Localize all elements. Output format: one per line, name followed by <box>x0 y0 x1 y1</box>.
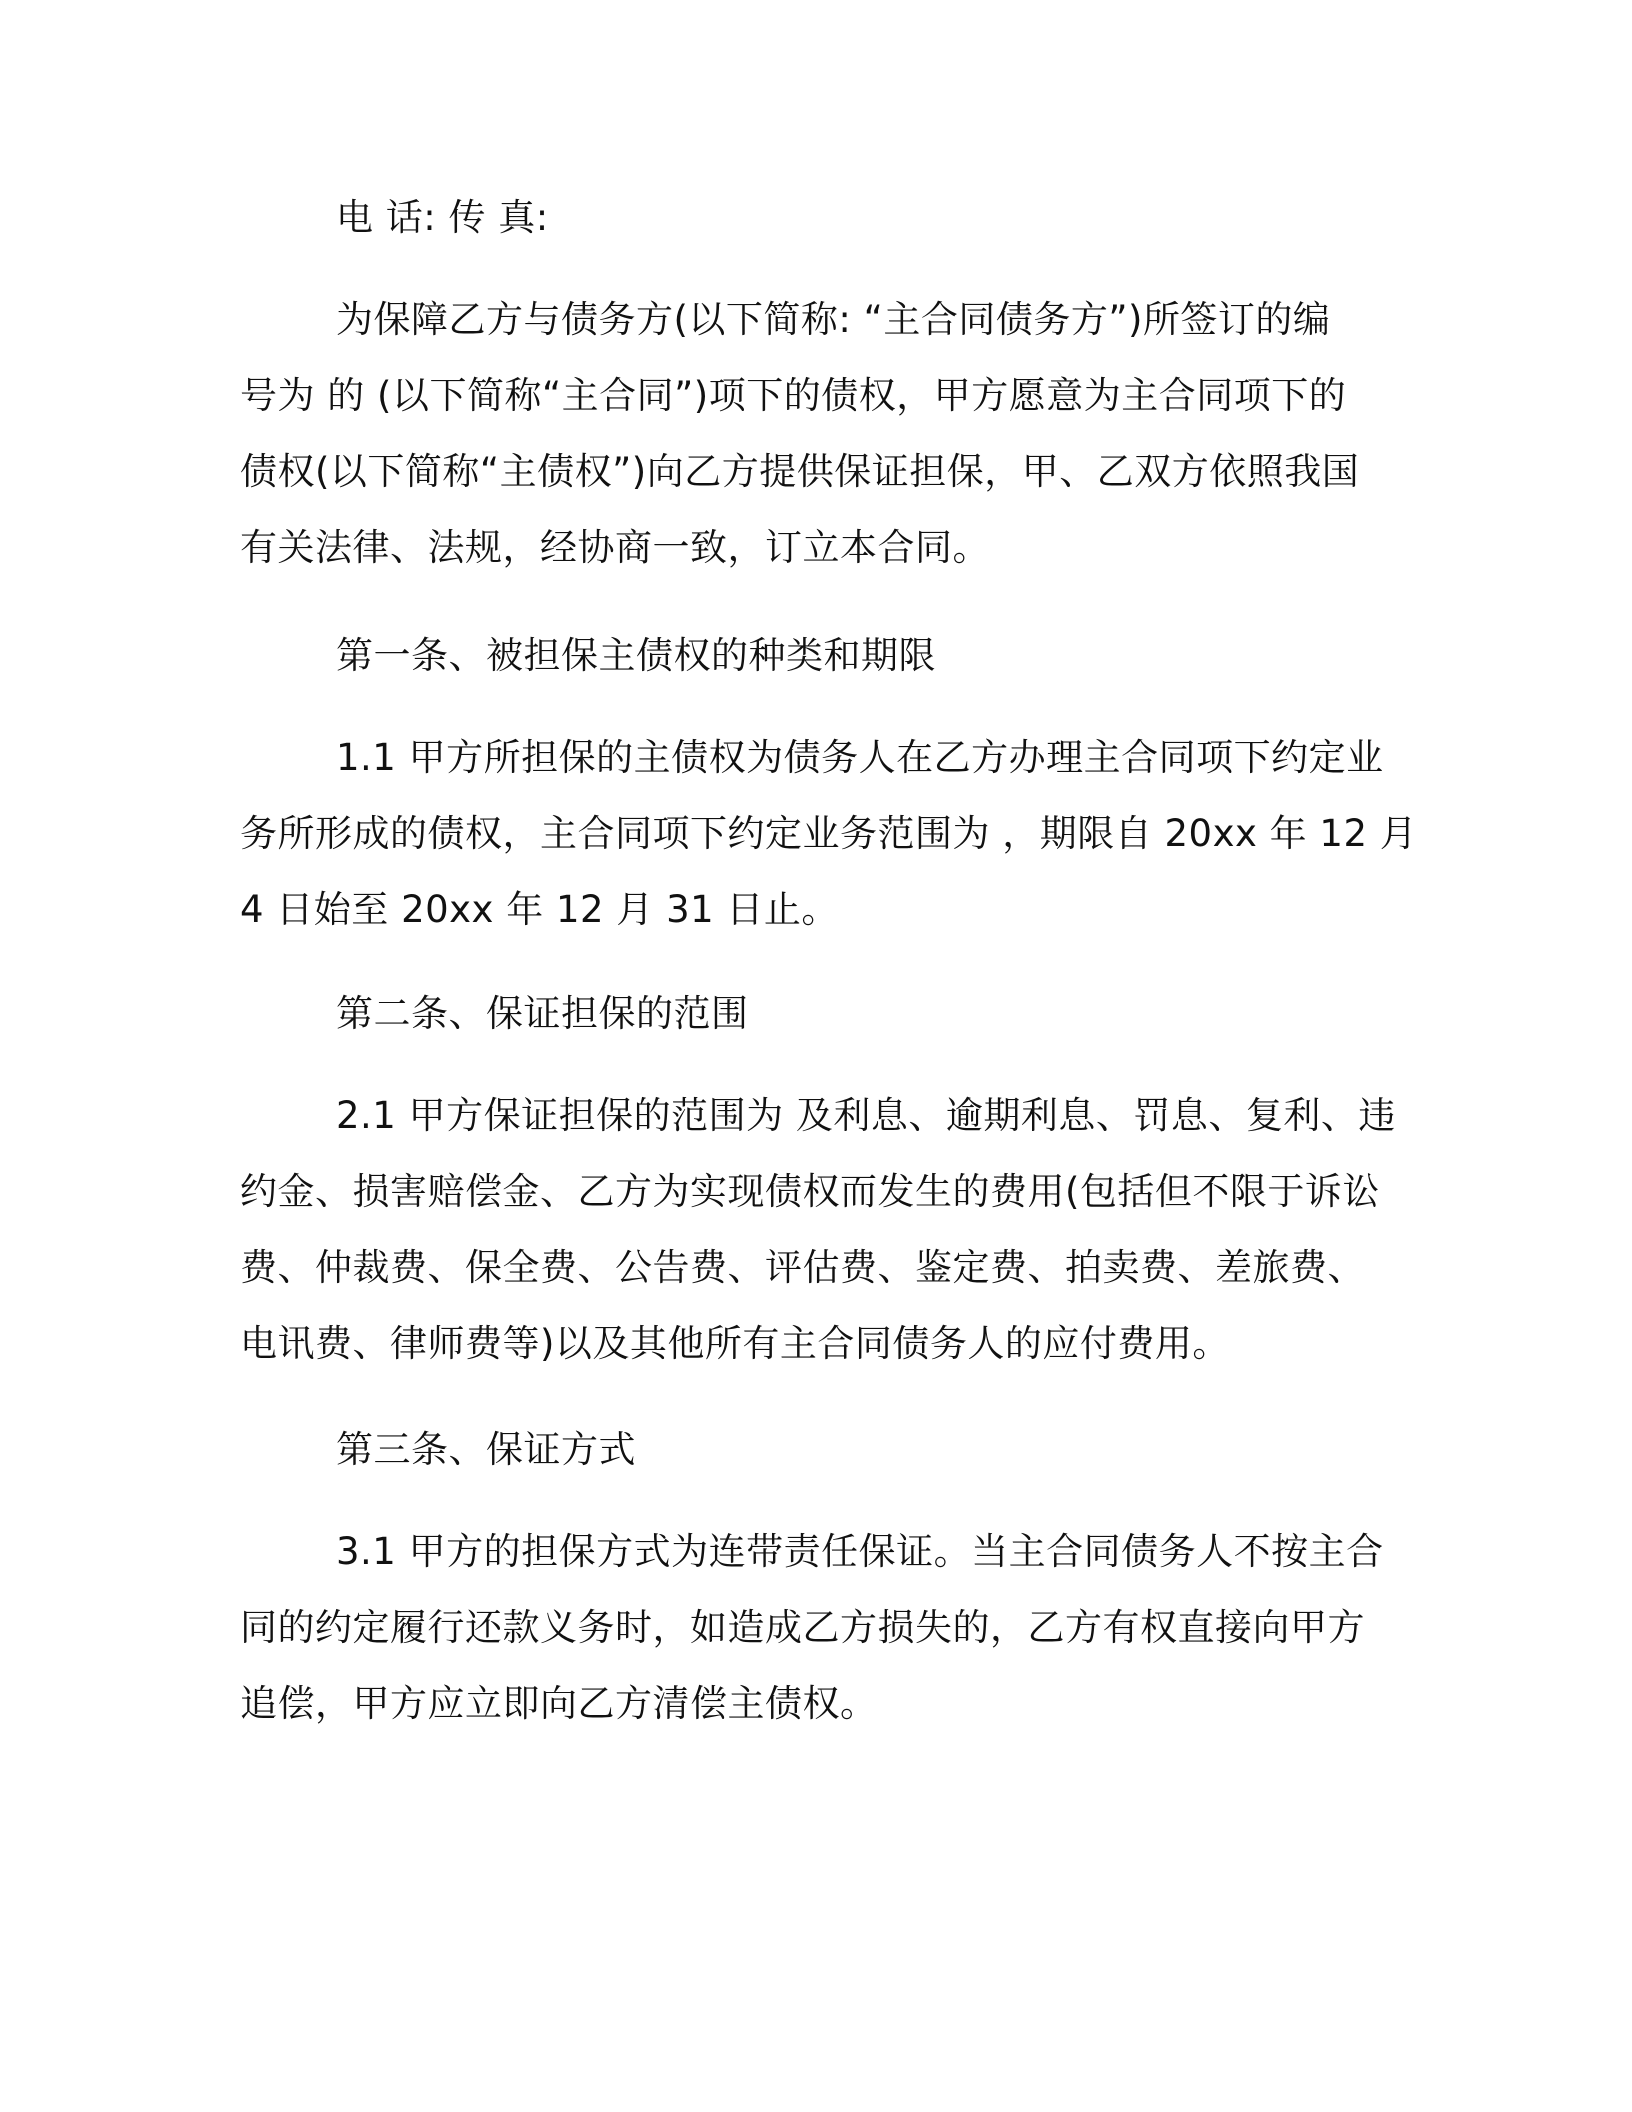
text-line: 1.1 甲方所担保的主债权为债务人在乙方办理主合同项下约定业 <box>336 736 1384 779</box>
text-line: 号为 的 (以下简称“主合同”)项下的债权，甲方愿意为主合同项下的 <box>240 374 1347 417</box>
article1-clause <box>240 720 1418 948</box>
intro-paragraph <box>240 282 1380 586</box>
section-heading: 第一条、被担保主债权的种类和期限 <box>336 634 936 677</box>
text-line: 约金、损害赔偿金、乙方为实现债权而发生的费用(包括但不限于诉讼 <box>240 1170 1380 1213</box>
section-heading: 第二条、保证担保的范围 <box>336 992 749 1035</box>
contact-text: 电 话: 传 真: <box>336 196 549 239</box>
text-line: 3.1 甲方的担保方式为连带责任保证。当主合同债务人不按主合 <box>336 1530 1384 1573</box>
text-line: 债权(以下简称“主债权”)向乙方提供保证担保，甲、乙双方依照我国 <box>240 450 1360 493</box>
text-line: 有关法律、法规，经协商一致，订立本合同。 <box>240 526 990 569</box>
text-line: 务所形成的债权，主合同项下约定业务范围为 ，期限自 20xx 年 12 月 <box>240 812 1418 855</box>
section-heading: 第三条、保证方式 <box>336 1428 636 1471</box>
contact-line <box>240 180 1380 256</box>
article2-clause <box>240 1078 1396 1382</box>
text-line: 费、仲裁费、保全费、公告费、评估费、鉴定费、拍卖费、差旅费、 <box>240 1246 1365 1289</box>
text-line: 电讯费、律师费等)以及其他所有主合同债务人的应付费用。 <box>240 1322 1230 1365</box>
text-line: 4 日始至 20xx 年 12 月 31 日止。 <box>240 888 839 931</box>
article3-heading <box>240 1412 1380 1488</box>
article3-clause <box>240 1514 1384 1742</box>
article2-heading <box>240 976 1380 1052</box>
text-line: 2.1 甲方保证担保的范围为 及利息、逾期利息、罚息、复利、违 <box>336 1094 1396 1137</box>
text-line: 追偿，甲方应立即向乙方清偿主债权。 <box>240 1682 878 1725</box>
article1-heading <box>240 618 1380 694</box>
text-line: 为保障乙方与债务方(以下简称: “主合同债务方”)所签订的编 <box>336 298 1331 341</box>
text-line: 同的约定履行还款义务时，如造成乙方损失的，乙方有权直接向甲方 <box>240 1606 1365 1649</box>
